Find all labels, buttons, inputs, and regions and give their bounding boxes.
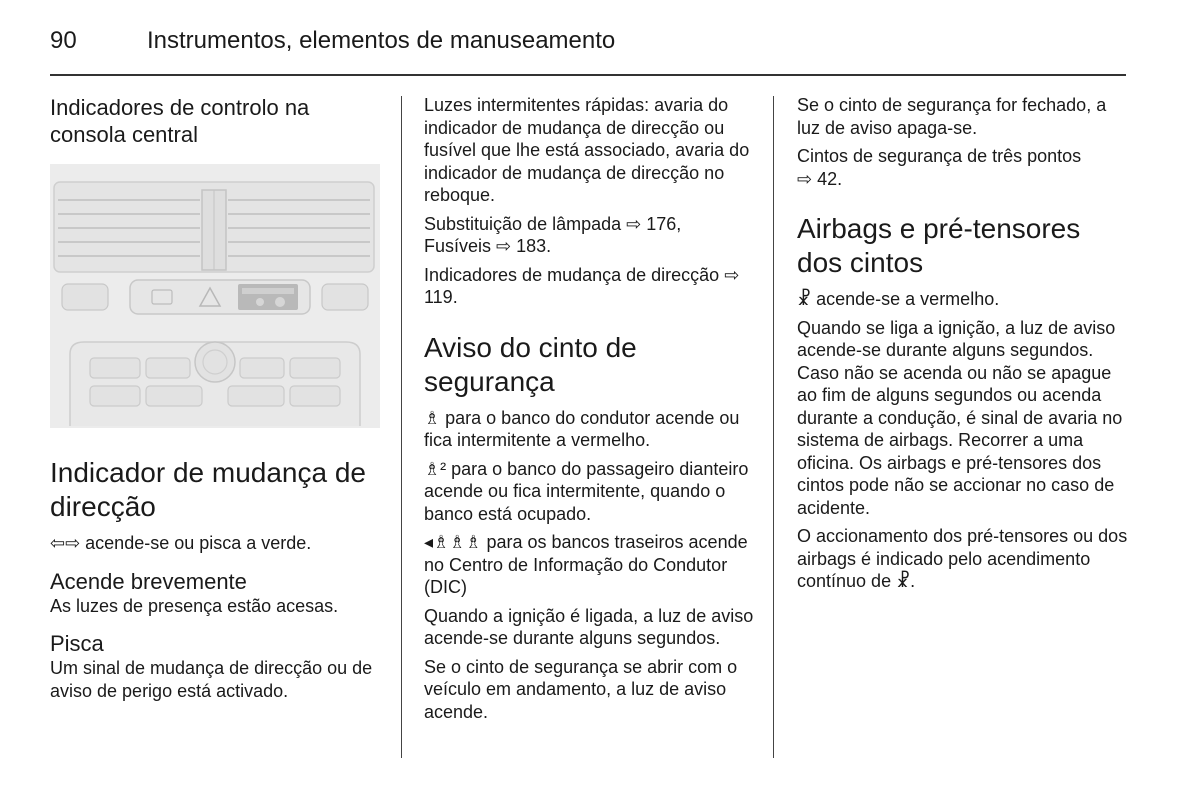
page-number: 90 (50, 27, 77, 54)
center-console-illustration (50, 164, 380, 428)
console-indicators-heading: Indicadores de controlo na consola central (50, 95, 310, 147)
header-rule (50, 74, 1126, 76)
page-header (50, 26, 1126, 76)
three-point-belts-reference: Cintos de segurança de três pontos ⇨ 42. (797, 146, 1082, 189)
driver-seatbelt-text: ♗ para o banco do condutor acende ou fica intermitente a vermelho. (424, 407, 740, 450)
fuses-reference: Fusíveis ⇨ 183. (424, 236, 552, 256)
ignition-warning-text: Quando a ignição é ligada, a luz de aviso acende-se durante alguns segundos. (424, 605, 754, 648)
belt-opened-text: Se o cinto de segurança se abrir com o veículo em andamento, a luz de aviso acende. (424, 656, 738, 722)
bulb-fuse-reference (424, 213, 758, 258)
rear-seatbelt-text: ◂♗♗♗ para os bancos traseiros acende no Centro de Informação do Condutor (DIC) (424, 532, 748, 597)
fast-flashing-text: Luzes intermitentes rápidas: avaria do indicador de mudança de direcção ou fusível que lhe está associado, avaria do indicador de mudança de direcção no reboque. (424, 95, 750, 205)
turn-indicator-heading: Indicador de mudança de direcção (50, 457, 366, 522)
seatbelt-reminder-heading: Aviso do cinto de segurança (424, 331, 637, 397)
column-divider (773, 96, 774, 758)
airbag-deploy-text: O accionamento dos pré-tensores ou dos airbags é indicado pelo acendimento contínuo de ☧. (797, 526, 1128, 591)
flashes-text: Um sinal de mudança de direcção ou de aviso de perigo está activado. (50, 658, 373, 701)
turn-signals-reference: Indicadores de mudança de direcção ⇨ 119. (424, 264, 740, 307)
airbag-ignition-text: Quando se liga a ignição, a luz de aviso acende-se durante alguns segundos. Caso não se acenda ou não se apague ao fim de alguns segundos ou acenda durante a condução, é sinal de avaria no sistema de airbags. Recorrer a uma oficina. Os airbags e pré-tensores dos cintos pode não se accionar no caso de acidente. (797, 317, 1123, 518)
bulb-replacement-reference: Substituição de lâmpada ⇨ 176, (424, 213, 682, 234)
lights-briefly-text: As luzes de presença estão acesas. (50, 595, 339, 616)
airbag-red-text: ☧ acende-se a vermelho. (797, 289, 1000, 309)
column-middle (424, 94, 758, 729)
lights-briefly-heading: Acende brevemente (50, 568, 247, 594)
column-right (797, 94, 1129, 599)
flashes-heading: Pisca (50, 631, 104, 656)
column-divider (401, 96, 402, 758)
column-left (50, 94, 382, 708)
chapter-title: Instrumentos, elementos de manuseamento (147, 27, 616, 54)
passenger-seatbelt-text: ♗² para o banco do passageiro dianteiro acende ou fica intermitente, quando o banco está ocupado. (424, 458, 749, 524)
belt-closed-text: Se o cinto de segurança for fechado, a luz de aviso apaga-se. (797, 95, 1107, 138)
turn-indicator-text: ⇦⇨ acende-se ou pisca a verde. (50, 533, 312, 553)
airbag-heading: Airbags e pré-tensores dos cintos (797, 213, 1081, 278)
